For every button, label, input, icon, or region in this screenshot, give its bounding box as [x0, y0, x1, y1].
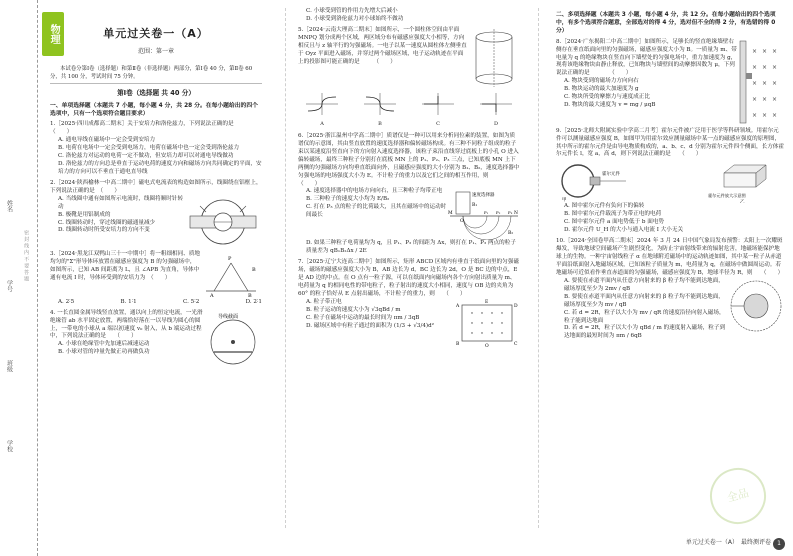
fig7-o-label: O: [485, 344, 489, 348]
question-7: [298, 259, 520, 347]
fig6-p1-label: P₁: [484, 210, 489, 216]
fig7-e-label: E: [485, 300, 489, 306]
question-8: [556, 39, 784, 125]
question-10: [556, 238, 784, 341]
svg-text:×: ×: [762, 47, 768, 55]
fig9-hall-label: 霍尔元件: [602, 172, 620, 178]
question-4-option-d: D. 小球受到洛伦兹力对小球始终不做功: [306, 15, 404, 22]
question-5-stem: 5.［2024·云南大理高二期末］如图所示，一个圆柱体空间由平面 MNPQ 划分成两个区域，两区域分布有磁感应强度大小相等，方向相反且与 z 轴平行的匀强磁场。一电子以某一速度从圆柱体左侧垂直于 Oyz 平面进入磁场，并穿过两个磁场区域，电子运动轨迹在平面上的投影图可能正确的是 （ ）: [298, 26, 467, 65]
fig9-enlarge-label: 霍尔元件放大示意图: [708, 193, 746, 199]
svg-text:×: ×: [772, 111, 778, 119]
question-8-option-a: A. 物块受到的磁场力方向向右: [564, 78, 639, 85]
hall-element-enlarged-diagram: [704, 159, 784, 203]
column-divider: [285, 8, 286, 528]
question-9-option-a: A. 图中霍尔元件有负向下的偏转: [564, 203, 645, 210]
id-label: 学号: [5, 280, 13, 292]
question-10-option-d: D. 若 d = 2R，粒子以大小为 qBd / m 的速度射入磁场，粒子到达地面的最短时间为 πm / 6qB: [564, 325, 726, 340]
question-5: [298, 27, 520, 130]
footer-title: 单元过关卷一（A） 最终测评卷: [685, 539, 771, 547]
q5-figure-a: A: [304, 91, 340, 128]
question-1-option-d: D. 洛伦兹力的方向总是垂直于运动电荷的速度方向和磁场方向共同确定的平面，安培力的方向可以不垂直于通电直导线: [58, 160, 262, 175]
question-1-stem: 1.［2025·四川成都高二期末］关于安培力和洛伦兹力，下列说法正确的是 （ ）: [50, 121, 290, 136]
page-number: 1: [773, 538, 785, 550]
question-8-option-b: B. 物块运动的最大加速度为 g: [564, 86, 639, 93]
question-9-figures: [556, 159, 784, 203]
fig7-a-label: A: [456, 304, 460, 310]
class-label: 班级: [5, 360, 13, 372]
question-9-option-d: D. 霍尔元件 U_H 的大小与通入电流 I 大小无关: [564, 227, 684, 234]
exam-scope: 范围：第一章: [137, 47, 174, 55]
column-1: [50, 8, 290, 368]
fig3-label-a: A: [210, 292, 214, 299]
column-divider: [538, 8, 539, 528]
fig9-yi-label: 乙: [740, 200, 745, 204]
question-6-stem: 6.［2025·浙江温州中学高二期中］质谱仪是一种可以用来分析同位素的装置，如图为质谱仪的示意图，其由竖直放置的速度选择器和偏转磁场构成。有三种不同粒子组成的粒子束以某速度沿竖直向下的方向射入速度选择器，该粒子束沿直线穿过底板上的小孔 O 进入偏转磁场，最终三种粒子分别打在底板 MN 上的 P₁、P₂、P₃ 三点，已知底板 MN 上下两侧的匀强磁场方向均垂直纸面向外，且磁感应强度的大小分别为 B₁、B₂，速度选择器中匀强电场的电场强度大小为 E。不计粒子的重力以及它们之间的相互作用，则 （ ）: [298, 132, 520, 187]
question-2-option-c: C. 线圈转动时，穿过线圈的磁通量减少: [58, 219, 156, 226]
question-9: [556, 128, 784, 236]
fig6-o-label: O: [460, 219, 464, 225]
question-6: [298, 133, 520, 256]
question-7-option-b: B. 粒子运动的速度大小为 √3qBd / m: [306, 306, 401, 313]
school-label: 学校: [5, 440, 13, 452]
question-4-option-b: B. 小球对管的冲量先做正功再做负功: [58, 349, 150, 356]
mass-spectrometer-diagram: [448, 188, 520, 240]
question-2-option-a: A. 当线圈中通有如图所示电流时，线圈将顺时针转动: [58, 195, 184, 210]
question-4-option-a: A. 小球在绝缘管中先加速后减速运动: [58, 341, 150, 348]
question-2-option-d: D. 线圈转动时所受安培力的方向不变: [58, 227, 150, 234]
name-label: 姓名: [5, 200, 13, 212]
question-9-option-b: B. 图中霍尔元件载流子为带正电的电荷: [564, 211, 662, 218]
question-10-option-c: C. 若 d = 2R，粒子以大小为 mv / qR 的速度沿径向射入磁场，粒子能到达地面: [564, 309, 725, 324]
fig3-label-p: P: [228, 255, 232, 262]
part1-title: 第Ⅰ卷（选择题 共 40 分）: [117, 89, 195, 98]
question-7-option-a: A. 粒子带正电: [306, 299, 342, 306]
question-6-option-c: C. 打在 P₃ 点的粒子的比荷最大，且其在磁场中的运动时间最长: [306, 204, 447, 219]
question-3-stem: 3.［2024·黑龙江双鸭山三十一中期中］将一粗细相同、质地均匀的"Σ"形导体环放置在磁感应强度为 B 的匀强磁场中，如图所示，已知 AB 间距离为 L，且 ∠APB 为直角，导体中通有电流 I 时，导体环受到的安培力为 （ ）: [50, 250, 201, 281]
fig6-p2-label: P₂: [496, 210, 501, 216]
svg-text:×: ×: [752, 63, 758, 71]
question-1-option-c: C. 洛伦兹力对运动的电荷一定不做功，但安培力却可以对通电导线做功: [58, 153, 234, 160]
fig6-b1-label: B₁: [472, 203, 478, 209]
svg-text:×: ×: [762, 111, 768, 119]
question-7-stem: 7.［2025·辽宁大连高二期中］如图所示，矩形 ABCD 区域内有垂直于纸面向里的匀强磁场，磁场的磁感应强度大小为 B，AB 边长为 d，BC 边长为 2d，O 是 BC 边的中点，E 是 AD 边的中点。在 O 点有一粒子源，可以在纸面内向磁场内各个方向射出质量为 m、电荷量为 q 的相同电性的带电粒子，粒子射出的速度大小相同，速度与 OB 边的夹角为 60° 的粒子恰好从 E 点射出磁场，不计粒子的重力，则 （ ）: [298, 259, 519, 298]
binding-margin: [0, 0, 38, 556]
column-3: [556, 8, 784, 341]
fig3-label-field: B: [252, 266, 256, 273]
sigma-conductor-diagram: [200, 251, 262, 299]
question-2: [50, 180, 262, 248]
watermark-stamp: 全品: [704, 462, 773, 531]
question-3-option-a: A. 2∶5: [58, 298, 75, 305]
wire-cross-section-diagram: [204, 310, 262, 368]
question-2-stem: 2.［2024·陕西榆林一中高二期中］磁电式电流表的构造如图所示，线圈绕在铝框上，下列说法正确的是 （ ）: [50, 179, 262, 194]
question-4-stem: 4. 一长直圆金属导线竖直放置，通以向上的恒定电流，一光滑绝缘管 ab 水平固定放置，两端恰好落在一以导线为圆心的圆上，一带电的小球从 a 端以初速度 v₀ 射入，从 b 端运动过程中，下列说法正确的是 （ ）: [50, 309, 203, 340]
question-3-option-d: D. 2∶1: [245, 298, 262, 305]
question-10-option-a: A. 要使在赤道平面内从任意方向射来的 β 粒子均不能到达地面，磁场厚度至少为 2mv / qB: [564, 277, 724, 292]
question-4-option-c: C. 小球受到管的作用力先增大后减小: [306, 8, 398, 14]
question-1: [50, 121, 290, 177]
seal-line-text: 密 封 线 内 不 要 答 题: [23, 230, 30, 282]
fig6-selector-label: 速度选择器: [472, 193, 495, 199]
galvanometer-diagram: [184, 196, 262, 248]
svg-text:×: ×: [752, 79, 758, 87]
question-7-option-c: C. 粒子在磁场中运动的最长时间为 πm / 3qB: [306, 314, 420, 321]
exam-title: 单元过关卷一（A）: [103, 27, 209, 40]
svg-text:×: ×: [772, 63, 778, 71]
fig3-label-b: B: [248, 292, 252, 299]
question-8-option-d: D. 物块的最大速度为 v = mg / μqB: [564, 102, 656, 109]
question-2-option-b: B. 极靴是用铝制成的: [58, 211, 111, 218]
svg-text:×: ×: [762, 79, 768, 87]
fig7-c-label: C: [514, 342, 518, 348]
rectangular-field-diagram: [454, 299, 520, 347]
fig6-b2-label: B₂: [508, 231, 514, 237]
question-1-option-a: A. 通电导线在磁场中一定会受到安培力: [58, 137, 156, 144]
cylinder-field-diagram: [468, 27, 520, 89]
exam-note: 本试卷分第Ⅰ卷（选择题）和第Ⅱ卷（非选择题）两部分，第Ⅰ卷 40 分，第Ⅱ卷 60 分，共 100 分，考试时间 75 分钟。: [50, 66, 253, 80]
svg-text:×: ×: [772, 47, 778, 55]
question-8-stem: 8.［2024·广东揭阳二中高二期中］如图所示，足够长的竖直绝缘墙壁右侧存在垂直纸面向里的匀强磁场，磁感应强度大小为 B。一质量为 m、带电量为 q 的绝缘物块在竖直向下墙壁处的匀强电场中，重力加速度为 g，现将该绝缘物块由静止释放，已知物块与墙壁间的动摩擦因数为 μ，下列说法正确的是 （ ）: [556, 38, 737, 77]
fig7-b-label: B: [456, 342, 460, 348]
svg-text:×: ×: [762, 95, 768, 103]
section-multi-choice: 二、多项选择题（本题共 3 小题，每小题 4 分，共 12 分。在每小题给出的四个选项中，有多个选项符合题意，全部选对的得 4 分，选对但不全的得 2 分，有选错的得 0 分）: [556, 12, 776, 35]
question-3-option-b: B. 1∶1: [120, 298, 137, 305]
question-4: [50, 310, 262, 368]
fig6-p3-label: P₃: [508, 210, 513, 216]
wall-field-diagram: [738, 39, 784, 125]
earth-field-diagram: [728, 278, 784, 334]
svg-text:×: ×: [752, 47, 758, 55]
fig9-jia-label: 甲: [562, 198, 567, 204]
svg-text:×: ×: [762, 63, 768, 71]
svg-text:×: ×: [772, 95, 778, 103]
question-9-stem: 9.［2025·北师大附属实验中学高二月考］霍尔元件被广泛用于医学等科研领域。用霍尔元件可以测量磁感应强度 B，如图甲为用霍尔效应测量磁场中某一点的磁感应强度的原理图，其中所示的霍尔元件是由导电物质构成的，a、b、c、d 分别为霍尔元件四个侧面，长方体霍尔元件长 l，宽 a，高 d，则下列说法正确的是 （ ）: [556, 127, 784, 158]
fig7-d-label: D: [514, 304, 518, 310]
divider: [50, 83, 262, 84]
question-6-option-a: A. 速度选择器中的电场方向向右，且三种粒子均带正电: [306, 188, 443, 195]
hall-setup-diagram: [556, 159, 636, 203]
question-3: [50, 251, 262, 307]
fig6-n-label: N: [514, 211, 518, 217]
question-9-option-c: C. 图中霍尔元件 a 面电势低于 b 面电势: [564, 219, 664, 226]
question-10-option-b: B. 要使在赤道平面内从任意方向射来的 β 粒子均不能到达地面，磁场厚度至少为 mv / qB: [564, 293, 724, 308]
q5-figure-b: B: [362, 91, 398, 128]
q5-figure-d: D: [478, 91, 514, 128]
subject-badge: 物理: [42, 12, 64, 56]
fig6-m-label: M: [448, 211, 453, 217]
question-5-option-figures: [298, 89, 520, 130]
question-6-option-b: B. 三种粒子的速度大小均为 E/B₂: [306, 196, 390, 203]
q5-figure-c: C: [420, 91, 456, 128]
question-1-option-b: B. 电荷在电场中一定会受到电场力，电荷在磁场中也一定会受到洛伦兹力: [58, 145, 240, 152]
question-7-option-d: D. 磁场区域中有粒子通过的面积为 (1/3 + √3/4)d²: [306, 322, 434, 329]
question-8-option-c: C. 物块所受的摩擦力与速度成正比: [564, 94, 650, 101]
svg-text:×: ×: [752, 95, 758, 103]
column-2: [298, 8, 520, 347]
section-single-choice: 一、单项选择题（本题共 7 小题，每小题 4 分，共 28 分。在每小题给出的四个选项中，只有一个选项符合题目要求）: [50, 102, 258, 118]
question-3-option-c: C. 5∶2: [183, 298, 200, 305]
question-6-option-d: D. 如果三种粒子电荷量均为 q，且 P₁、P₃ 的间距为 Δx，则打在 P₁、P₃ 两点的粒子质量差为 qB₁B₂Δx / 2E: [306, 240, 516, 255]
svg-text:×: ×: [752, 111, 758, 119]
svg-text:×: ×: [772, 79, 778, 87]
question-10-stem: 10.［2024·全国卷甲高二期末］2024 年 3 月 24 日中国气象局发布预警：太阳上一次耀斑爆发，导致地球空间磁场产生剧烈变化，为防止宇宙射线带来的辐射危害，地磁场能保护地球上的生物。一种宇宙射线粒子 α 在地球附近磁场中的运动轨迹如图，其中某一粒子从赤道平面沿纸面射入地磁场区域，已知该粒子质量为 m，电荷量为 q，在磁场中做圆周运动。若地磁场可近似看作垂直赤道面的匀强磁场，磁感应强度为 B，地球半径为 R，则 （ ）: [556, 238, 784, 276]
fig4-caption: 导线截面: [218, 313, 239, 320]
